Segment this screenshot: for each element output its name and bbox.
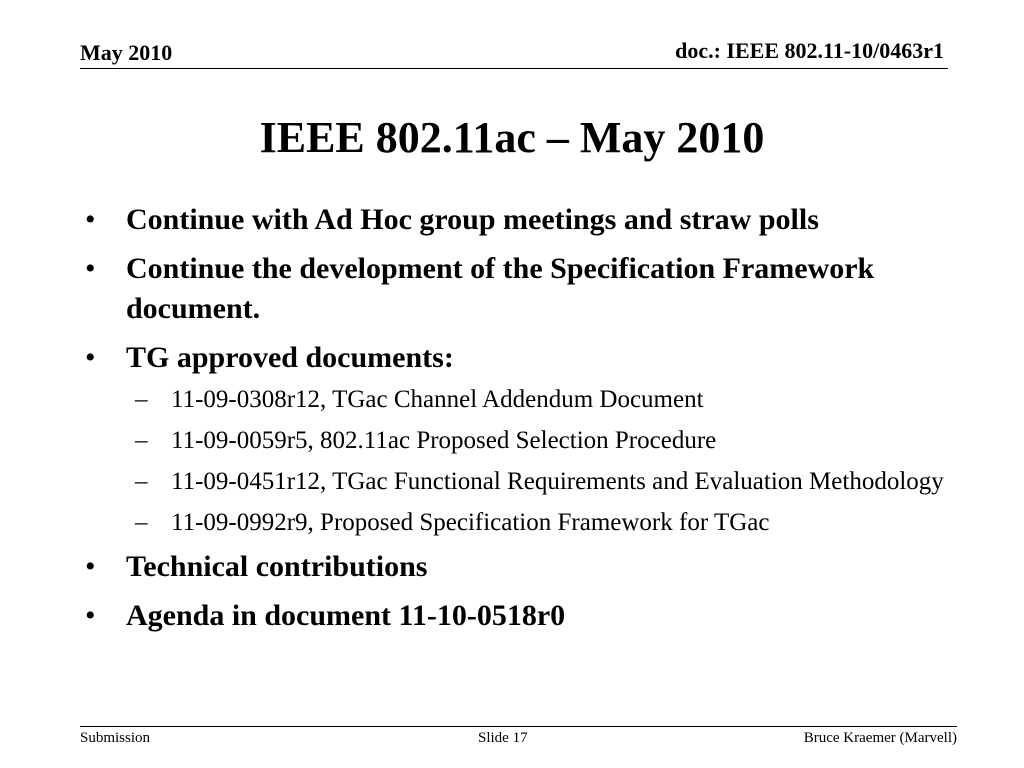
bullet-dot-icon: • (85, 252, 96, 285)
footer-author: Bruce Kraemer (Marvell) (803, 730, 957, 746)
footer-submission: Submission (80, 730, 151, 746)
sub-bullet-item (85, 465, 945, 498)
bullet-text: Technical contributions (126, 550, 428, 583)
header-divider (80, 68, 948, 69)
dash-icon: – (135, 386, 148, 413)
bullet-item (85, 249, 945, 329)
bullet-dot-icon: • (85, 203, 96, 236)
header-doc-id: doc.: IEEE 802.11-10/0463r1 (675, 38, 944, 63)
sub-bullet-item (85, 506, 945, 539)
header-date: May 2010 (80, 40, 173, 65)
slide-title: IEEE 802.11ac – May 2010 (259, 113, 765, 162)
bullet-dot-icon: • (85, 599, 96, 632)
dash-icon: – (135, 509, 148, 536)
dash-icon: – (135, 427, 148, 454)
slide-body (85, 200, 945, 645)
footer-divider (80, 726, 957, 727)
bullet-text: Continue the development of the Specification Framework document. (126, 252, 875, 325)
footer-slide-number: Slide 17 (478, 730, 528, 746)
bullet-item (85, 200, 945, 240)
bullet-text: TG approved documents: (126, 341, 454, 374)
bullet-text: Continue with Ad Hoc group meetings and straw polls (126, 203, 819, 236)
sub-bullet-text: 11-09-0308r12, TGac Channel Addendum Document (171, 386, 704, 413)
bullet-item (85, 596, 945, 636)
sub-bullet-text: 11-09-0451r12, TGac Functional Requirements and Evaluation Methodology (171, 468, 944, 495)
sub-bullet-text: 11-09-0992r9, Proposed Specification Framework for TGac (171, 509, 770, 536)
dash-icon: – (135, 468, 148, 495)
bullet-item (85, 547, 945, 587)
bullet-text: Agenda in document 11-10-0518r0 (126, 599, 566, 632)
sub-bullet-text: 11-09-0059r5, 802.11ac Proposed Selection Procedure (171, 427, 717, 454)
bullet-item (85, 338, 945, 378)
sub-bullet-item (85, 383, 945, 416)
approved-documents-list (85, 383, 945, 539)
sub-bullet-item (85, 424, 945, 457)
bullet-dot-icon: • (85, 550, 96, 583)
bullet-dot-icon: • (85, 341, 96, 374)
